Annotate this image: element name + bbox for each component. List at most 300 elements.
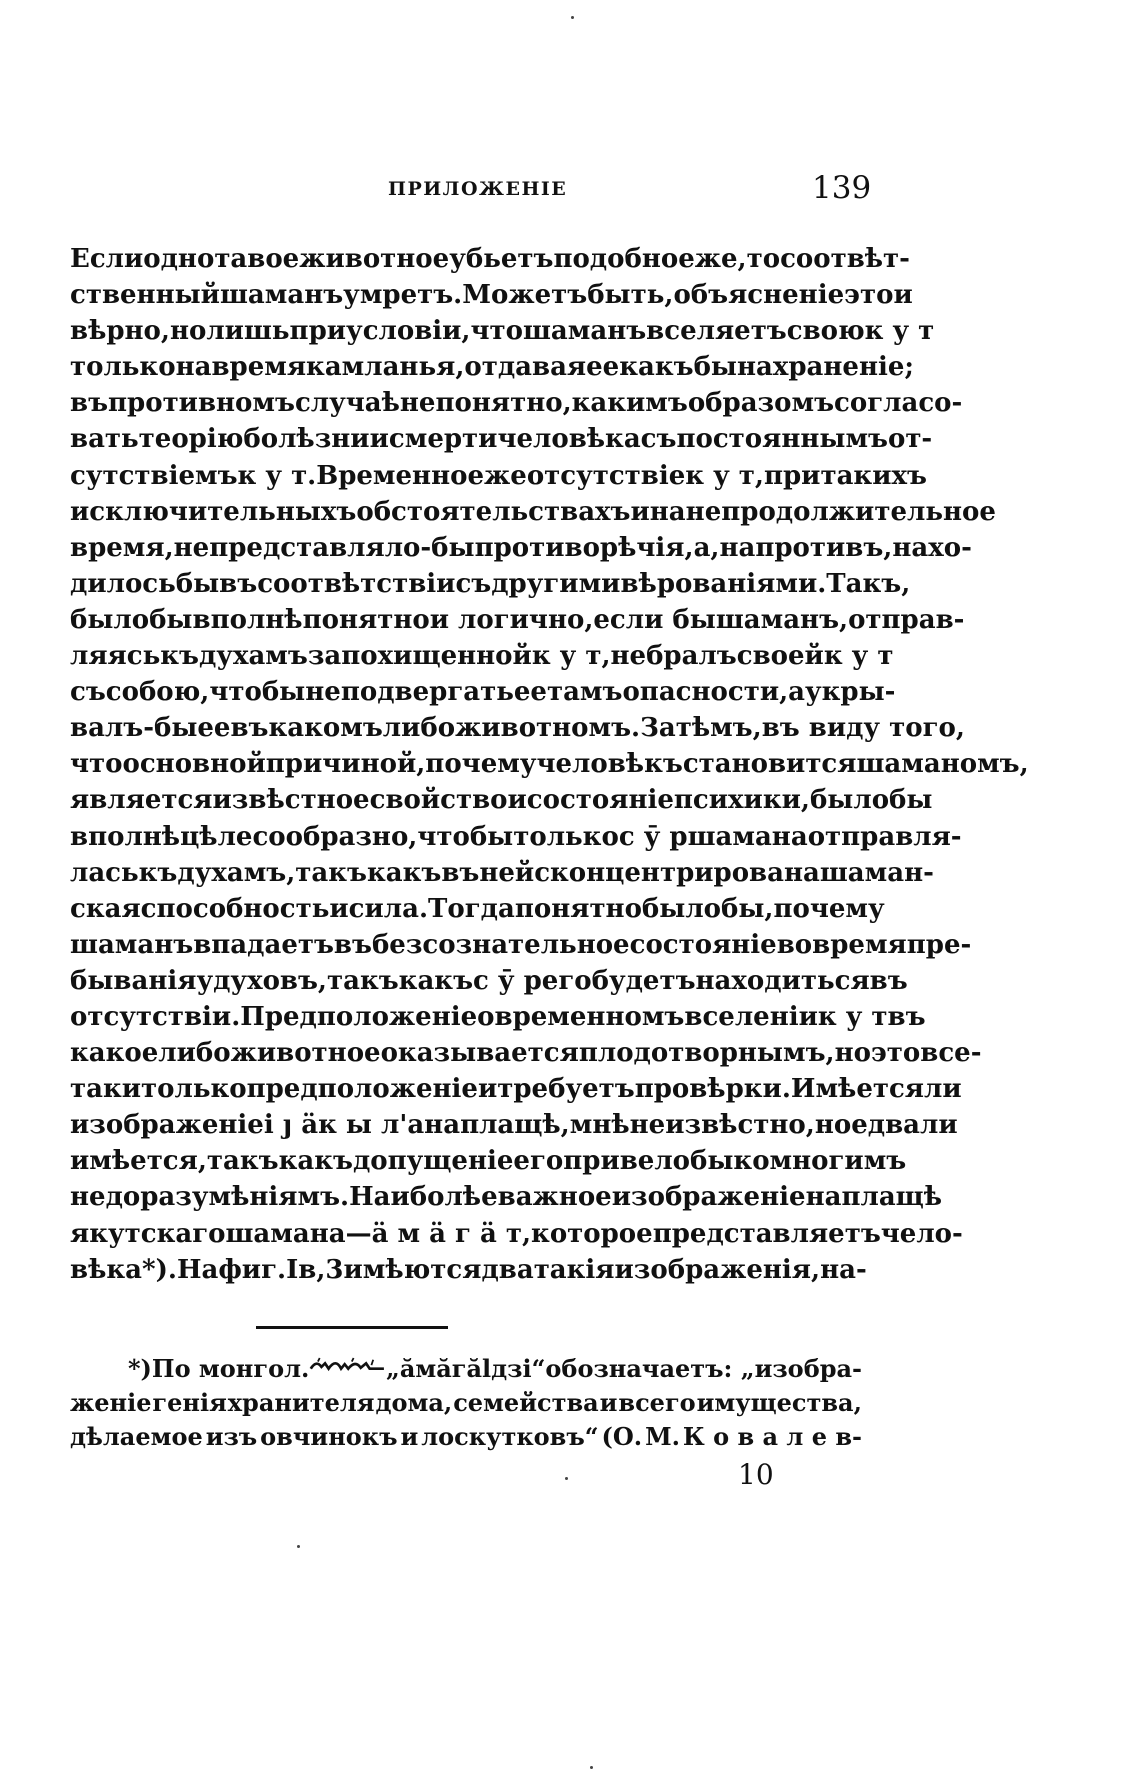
word: убьетъ [449, 244, 554, 274]
text-line [70, 494, 996, 530]
word: бы [175, 568, 220, 599]
word: же [484, 460, 527, 491]
footnote-word: имущества, [696, 1388, 862, 1417]
word: было [70, 604, 150, 635]
footnote-word: М. [645, 1422, 680, 1451]
text-line [70, 566, 911, 602]
word: духамъ, [177, 857, 296, 888]
word: подвергать [340, 677, 514, 708]
word: у [196, 965, 214, 996]
signature-mark: 10 [738, 1458, 774, 1491]
text-line [70, 746, 1029, 782]
text-line [70, 277, 913, 313]
word: в,3 [298, 1254, 344, 1285]
word: чтобы [209, 677, 306, 708]
word: камланья, [306, 352, 465, 383]
scan-speck [565, 1477, 568, 1480]
word: психики, [673, 785, 810, 816]
word: и логично, [429, 604, 594, 635]
word: і ȷ ӓ [263, 1110, 319, 1141]
word: будетъ [591, 965, 696, 996]
word: чело- [880, 1218, 963, 1249]
word: становится [682, 749, 857, 780]
word: ее [586, 352, 620, 383]
word: свойство [369, 785, 508, 816]
word: ко [733, 1146, 770, 1177]
word: временномъ [494, 1001, 685, 1032]
word: Если [70, 244, 144, 274]
word: к ы л'а [318, 1110, 425, 1141]
word: и [507, 785, 527, 816]
word: требуетъ [497, 1074, 635, 1105]
word: Затѣмъ, [640, 713, 762, 744]
word: изображеніе [70, 1110, 264, 1141]
word: шаманъ [70, 929, 194, 960]
word: таки [70, 1074, 142, 1105]
word: к у т [817, 1001, 888, 1032]
text-line [70, 1071, 962, 1107]
footnote-word: лоскутковъ“ [421, 1422, 599, 1451]
word: извѣстно, [665, 1110, 815, 1141]
footnote-line [70, 1352, 862, 1386]
word: какъ [398, 965, 474, 996]
footnote-word: изъ [205, 1422, 258, 1451]
word: постояннымъ [676, 424, 888, 455]
word: къ [160, 641, 199, 672]
word: въ [887, 1001, 926, 1032]
word: привело [563, 1146, 691, 1177]
text-line [70, 1143, 907, 1179]
word: предположеніе [246, 1074, 478, 1105]
text-line [70, 602, 965, 638]
word: шаманъ [219, 280, 344, 311]
word: лась [70, 857, 139, 888]
word: основной [122, 749, 266, 780]
text-line [70, 855, 934, 891]
word: было [809, 785, 890, 816]
word: въ [230, 713, 269, 744]
word: бы [149, 604, 193, 635]
text-line [70, 1252, 867, 1288]
scan-speck [297, 1545, 300, 1548]
word: с ӯ р [618, 821, 688, 852]
word: духамъ [198, 641, 308, 672]
word: бы [889, 785, 933, 816]
word: съ [640, 424, 677, 455]
word: укры- [805, 677, 896, 708]
word: На [176, 1254, 219, 1285]
word: цѣлесообразно, [180, 821, 418, 852]
word: ственный [70, 280, 220, 311]
word: фиг. [218, 1254, 287, 1285]
footnote-word: хранителя [227, 1388, 375, 1417]
word: съ [70, 677, 106, 708]
word: такъ [295, 857, 367, 888]
footnote-line1-rest: обозначаетъ: „изобра- [545, 1354, 862, 1383]
word: человѣкъ [536, 749, 683, 780]
word: извѣстное [212, 785, 370, 816]
body-text [70, 241, 1029, 1288]
word: если бы [593, 604, 716, 635]
word: шаманъ, [715, 604, 849, 635]
word: его [541, 965, 592, 996]
word: состояніе [629, 929, 777, 960]
text-line [70, 349, 915, 385]
word: Имѣется [790, 1074, 925, 1105]
word: не [610, 641, 647, 672]
word: похищенной [341, 641, 532, 672]
word: шамана—ӓ м ӓ г ӓ т, [225, 1218, 532, 1249]
text-line [70, 241, 910, 277]
word: Предположеніе [240, 1001, 478, 1032]
word: противорѣчія, [474, 532, 694, 563]
word: его [513, 1146, 564, 1177]
word: въ [441, 857, 480, 888]
word: не [173, 532, 210, 563]
word: духовъ, [213, 965, 327, 996]
word: к у т [864, 316, 935, 347]
word: Такъ, [826, 568, 911, 599]
word: либо [382, 713, 456, 744]
word: *). [141, 1254, 177, 1285]
word: плащѣ, [460, 1110, 570, 1141]
word: ляясь [70, 641, 161, 672]
word: на [805, 1182, 842, 1213]
text-line [70, 819, 962, 855]
footnote-word: К о в а л е в- [682, 1422, 862, 1451]
word: ее [513, 677, 547, 708]
word: съ [455, 568, 492, 599]
word: же, [694, 244, 747, 274]
footnote [70, 1352, 862, 1454]
word: валъ-бы [70, 713, 198, 744]
footnote-word: овчинокъ [260, 1422, 398, 1451]
word: за [307, 641, 342, 672]
word: на [424, 1110, 461, 1141]
word: дилось [70, 568, 176, 599]
word: допущеніе [352, 1146, 514, 1177]
word: одно [143, 244, 215, 274]
word: вполнѣ [70, 821, 181, 852]
footnote-word: (О. [601, 1422, 643, 1451]
word: сконцентрирована [534, 857, 820, 888]
text-line [70, 927, 972, 963]
word: соотвѣт- [780, 244, 910, 274]
word: отсутствіи. [70, 1001, 241, 1032]
word: отсутствіе [526, 460, 686, 491]
word: шамана [687, 821, 808, 852]
footnote-word: всего [618, 1388, 696, 1417]
word: но [169, 316, 207, 347]
footnote-line [70, 1420, 862, 1454]
word: такихъ [820, 460, 927, 491]
word: только [513, 821, 619, 852]
word: какъ [366, 857, 442, 888]
word: ней [479, 857, 535, 888]
word: вполнѣ [192, 604, 303, 635]
word: провѣрки. [634, 1074, 791, 1105]
word: либо [158, 1038, 231, 1069]
word: плодотворнымъ, [578, 1038, 835, 1069]
word: своей [736, 641, 824, 672]
word: якутскаго [70, 1218, 226, 1249]
word: и [329, 893, 349, 924]
word: но [834, 1038, 871, 1069]
word: способность [140, 893, 330, 924]
footnote-word: и [400, 1422, 419, 1451]
word: и [477, 1074, 498, 1105]
word: является [70, 785, 213, 816]
word: Можетъ [462, 280, 588, 311]
word: ли [920, 1110, 958, 1141]
footnote-separator [256, 1326, 448, 1329]
word: случаѣ [294, 388, 400, 419]
word: болѣзни [243, 424, 370, 455]
word: на [649, 496, 686, 527]
word: ее [197, 713, 231, 744]
text-line [70, 1216, 963, 1252]
text-line [70, 891, 885, 927]
word: а, [693, 532, 720, 563]
word: к у т [823, 641, 894, 672]
word: вѣрно, [70, 316, 170, 347]
word: непродолжительное [685, 496, 996, 527]
word: к у т, [531, 641, 611, 672]
word: имѣются [343, 1254, 482, 1285]
word: на- [820, 1254, 867, 1285]
word: сила. [348, 893, 429, 924]
word: отправля- [807, 821, 962, 852]
footnote-word: семейства [453, 1388, 599, 1417]
word: вать [70, 424, 139, 455]
word: а [788, 677, 806, 708]
word: быть, [587, 280, 674, 311]
word: въ [219, 568, 258, 599]
footnote-word: генія [152, 1388, 227, 1417]
word: условіи, [346, 316, 471, 347]
word: но [814, 1110, 852, 1141]
word: какъ [619, 352, 694, 383]
word: при [289, 316, 347, 347]
text-line [70, 710, 965, 746]
word: представляло-бы [209, 532, 475, 563]
word: которое [531, 1218, 653, 1249]
page-number: 139 [812, 170, 872, 206]
word: и [630, 496, 650, 527]
word: I [286, 1254, 299, 1285]
word: и [893, 280, 913, 311]
word: ская [70, 893, 141, 924]
word: такъ [206, 1146, 279, 1177]
text-line [70, 999, 926, 1035]
text-line [70, 674, 896, 710]
word: только [70, 352, 176, 383]
text-line [70, 1107, 958, 1143]
word: причиной, [265, 749, 426, 780]
word: при [763, 460, 821, 491]
word: безсознательное [371, 929, 630, 960]
word: пре- [906, 929, 972, 960]
word: образомъ [687, 388, 835, 419]
word: какъ [278, 1146, 353, 1177]
footnote-word: и [599, 1388, 618, 1417]
word: почему [773, 893, 885, 924]
word: вселеніи [684, 1001, 818, 1032]
word: быванія [70, 965, 197, 996]
word: ли [924, 1074, 962, 1105]
word: находиться [695, 965, 870, 996]
word: собою, [105, 677, 210, 708]
word: лишь [206, 316, 290, 347]
word: соотвѣтствіи [257, 568, 456, 599]
word: на [175, 352, 212, 383]
word: умретъ. [343, 280, 463, 311]
scan-speck [590, 1766, 593, 1769]
word: сутствіемъ [70, 460, 238, 491]
word: было [641, 893, 722, 924]
word: то [746, 244, 781, 274]
word: недоразумѣніямъ. [70, 1182, 350, 1213]
word: противномъ [108, 388, 295, 419]
footnote-word: дома, [375, 1388, 453, 1417]
footnote-line [70, 1386, 862, 1420]
word: свою [786, 316, 865, 347]
word: какое [70, 1038, 159, 1069]
word: имѣется, [70, 1146, 207, 1177]
word: чтобы [417, 821, 514, 852]
word: бы [690, 1146, 734, 1177]
footnote-word: женіе [70, 1388, 152, 1417]
word: представляетъ [652, 1218, 881, 1249]
word: Временное [316, 460, 485, 491]
word: что [470, 316, 523, 347]
word: с ӯ р [473, 965, 542, 996]
word: состояніе [526, 785, 674, 816]
word: исключительныхъ [70, 496, 357, 527]
word: шаманомъ, [856, 749, 1029, 780]
word: смерти [388, 424, 498, 455]
word: все- [920, 1038, 982, 1069]
text-line [70, 458, 927, 494]
text-line [70, 963, 908, 999]
word: только [141, 1074, 247, 1105]
word: бы [693, 352, 737, 383]
word: что [70, 749, 123, 780]
word: животное [230, 1038, 381, 1069]
word: къ [138, 857, 178, 888]
text-line [70, 313, 935, 349]
word: шаманъ [522, 316, 647, 347]
word: храненіе; [772, 352, 915, 383]
word: въ [70, 388, 109, 419]
word: какимъ [571, 388, 688, 419]
word: нахо- [892, 532, 972, 563]
word: въ виду того, [761, 713, 965, 744]
word: к у т. [237, 460, 317, 491]
word: важное [497, 1182, 612, 1213]
word: не [629, 1110, 666, 1141]
text-line [70, 1035, 982, 1071]
word: теорію [138, 424, 244, 455]
word: вселяетъ [646, 316, 787, 347]
word: и [369, 424, 389, 455]
word: напротивъ, [719, 532, 893, 563]
word: изображенія, [614, 1254, 821, 1285]
word: такія [533, 1254, 615, 1285]
word: подобное [553, 244, 695, 274]
word: бралъ [646, 641, 737, 672]
word: непонятно, [399, 388, 572, 419]
word: впадаетъ [193, 929, 334, 960]
footnote-marker: *) [128, 1354, 152, 1383]
footnote-word: дѣлаемое [70, 1422, 203, 1451]
word: тамъ [546, 677, 623, 708]
word: тавое [214, 244, 300, 274]
scan-speck [571, 16, 574, 19]
word: животномъ. [455, 713, 641, 744]
word: другими [491, 568, 621, 599]
word: от- [887, 424, 933, 455]
word: к у т, [685, 460, 764, 491]
running-header: ПРИЛОЖЕНІЕ [388, 178, 568, 200]
footnote-term: „ӑмӑгӑlдзі“ [386, 1354, 546, 1383]
word: два [481, 1254, 534, 1285]
word: едва [851, 1110, 920, 1141]
word: отдавая [464, 352, 587, 383]
word: какомъ [268, 713, 383, 744]
word: шаман- [819, 857, 934, 888]
word: это [870, 1038, 921, 1069]
word: вѣка [70, 1254, 142, 1285]
word: время, [70, 532, 174, 563]
word: почему [425, 749, 537, 780]
word: понятно [302, 604, 430, 635]
word: человѣка [497, 424, 641, 455]
word: согласо- [834, 388, 963, 419]
word: не [305, 677, 341, 708]
word: изображеніе [611, 1182, 806, 1213]
text-line [70, 638, 894, 674]
word: отправ- [848, 604, 965, 635]
text-line [70, 385, 963, 421]
text-line [70, 530, 972, 566]
word: вѣрованіями. [620, 568, 827, 599]
word: Тогда [428, 893, 515, 924]
word: мнѣ [569, 1110, 630, 1141]
text-line [70, 782, 933, 818]
word: обстоятельствахъ [356, 496, 631, 527]
footnote-intro: По монгол. [151, 1354, 310, 1383]
word: время [812, 929, 907, 960]
word: время [211, 352, 307, 383]
word: бы, [721, 893, 774, 924]
word: оказывается [380, 1038, 579, 1069]
word: Наиболѣе [349, 1182, 498, 1213]
word: понятно [514, 893, 642, 924]
word: въ [333, 929, 372, 960]
text-line [70, 1179, 943, 1215]
word: плащѣ [841, 1182, 943, 1213]
word: животное [299, 244, 450, 274]
word: въ [869, 965, 908, 996]
word: такъ [326, 965, 399, 996]
word: о [477, 1001, 495, 1032]
mongolian-script-icon [309, 1355, 386, 1377]
word: многимъ [769, 1146, 907, 1177]
text-line [70, 421, 933, 457]
word: это [844, 280, 894, 311]
word: объясненіе [673, 280, 845, 311]
